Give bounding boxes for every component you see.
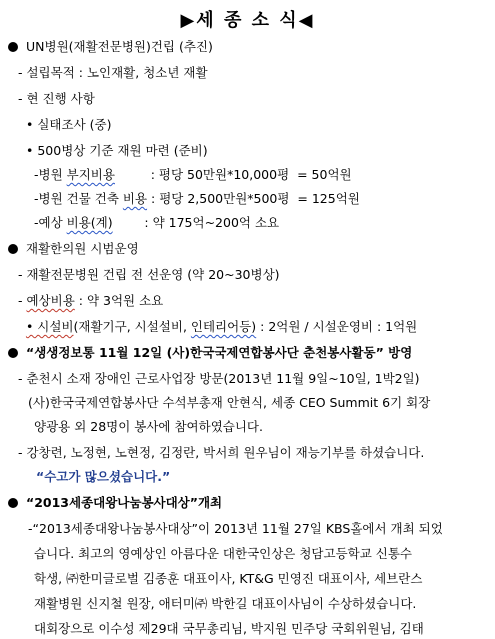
award-line-3: 학생, ㈜한미글로벌 김종훈 대표이사, KT&G 민영진 대표이사, 세브란스: [34, 571, 423, 586]
section-heading-text: “생생정보통 11월 12일 (사)한국국제연합봉사단 춘천봉사활동” 방영: [26, 345, 413, 360]
budget-term: 예상비용: [26, 293, 75, 308]
expected-cost-value: : 약 175억~200억 소요: [112, 215, 280, 230]
participants-line-2: 양광용 외 28명이 봉사에 참여하였습니다.: [34, 419, 263, 434]
bullet-dot-icon: [8, 42, 18, 52]
section-heading-text: “2013세종대왕나눔봉사대상”개최: [26, 495, 223, 510]
site-cost-value: : 평당 50만원*10,000평 = 50억원: [114, 167, 352, 182]
section-award-heading: [8, 494, 222, 512]
award-line-5: 대회장으로 이수성 제29대 국무총리님, 박지원 민주당 국회위원님, 김태: [34, 621, 424, 636]
visit-line: - 춘천시 소재 장애인 근로사업장 방문(2013년 11월 9일~10일, 1박2일): [18, 371, 420, 386]
bullet-dot-icon: [8, 244, 18, 254]
building-cost-term: 비용: [122, 191, 148, 206]
pre-operation-line: - 재활전문병원 건립 전 선운영 (약 20~30병상): [18, 267, 280, 282]
award-line-4: 재활병원 신지철 원장, 애터미㈜ 박한길 대표이사님이 수상하셨습니다.: [34, 596, 417, 611]
section-un-hospital-heading: [8, 38, 213, 56]
facility-values: : 2억원 / 시설운영비 : 1억원: [256, 319, 418, 334]
section-heading-text: 재활한의원 시범운영: [26, 241, 139, 256]
expected-cost-line: [34, 214, 279, 232]
thanks-message: “수고가 많으셨습니다.”: [36, 469, 171, 484]
site-cost-prefix: -병원: [34, 167, 67, 182]
status-line: - 현 진행 사항: [18, 91, 95, 106]
interior-term: 인테리어등): [190, 319, 257, 334]
building-cost-prefix: -병원 건물 건축: [34, 191, 123, 206]
survey-bullet: • 실태조사 (중): [26, 117, 112, 132]
site-cost-line: [34, 166, 352, 184]
bullet-dot-icon: [8, 498, 18, 508]
facility-indent: [18, 319, 26, 334]
facility-detail: (재활기구, 시설설비,: [73, 319, 191, 334]
facility-term: • 시설비: [25, 319, 74, 334]
building-cost-line: [34, 190, 360, 208]
award-line-1: -“2013세종대왕나눔봉사대상”이 2013년 11월 27일 KBS홀에서 개최 되었: [28, 521, 443, 536]
budget-value: : 약 3억원 소요: [74, 293, 164, 308]
facility-cost-line: [18, 318, 417, 336]
building-cost-value: : 평당 2,500만원*500평 = 125억원: [147, 191, 360, 206]
funding-bullet: • 500병상 기준 재원 마련 (준비): [26, 143, 208, 158]
participants-line-1: (사)한국국제연합봉사단 수석부총재 안현식, 세종 CEO Summit 6기 회장: [28, 395, 431, 410]
award-line-2: 습니다. 최고의 영예상인 아름다운 대한국인상은 청담고등학교 신통수: [34, 546, 412, 561]
section-heading-text: UN병원(재활전문병원)건립 (추진): [26, 39, 213, 54]
purpose-line: - 설립목적 : 노인재활, 청소년 재활: [18, 65, 208, 80]
page-title: ▶세 종 소 식◀: [180, 10, 315, 31]
expected-budget-line: [18, 292, 163, 310]
section-rehab-clinic-heading: [8, 240, 139, 258]
talent-donation-line: - 강창련, 노정현, 노현정, 김정란, 박서희 원우님이 재능기부를 하셨습니다.: [18, 445, 425, 460]
section-broadcast-heading: [8, 344, 412, 362]
bullet-dot-icon: [8, 348, 18, 358]
expected-cost-term: 비용(계): [66, 215, 113, 230]
expected-cost-prefix: -예상: [34, 215, 67, 230]
budget-dash: -: [18, 293, 27, 308]
site-cost-term: 부지비용: [66, 167, 115, 182]
